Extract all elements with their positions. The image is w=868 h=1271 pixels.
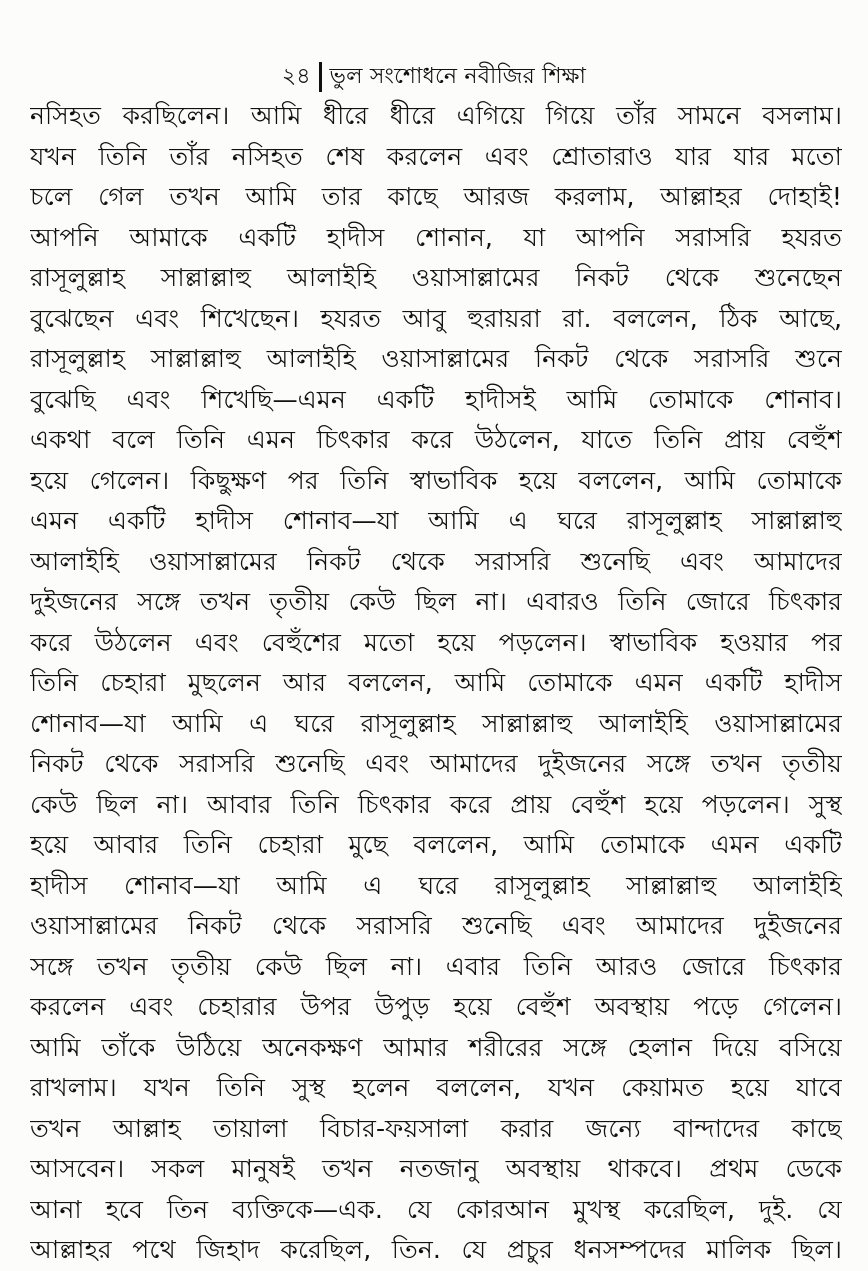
text-line: এমন একটি হাদীস শোনাব—যা আমি এ ঘরে রাসূলুল্লাহ সাল্লাল্লাহু (30, 506, 842, 535)
running-header (0, 60, 868, 94)
text-line: চলে গেল তখন আমি তার কাছে আরজ করলাম, আল্লাহর দোহাই! (30, 182, 842, 211)
book-title: ভুল সংশোধনে নবীজির শিক্ষা (329, 63, 587, 89)
text-line: নসিহত করছিলেন। আমি ধীরে ধীরে এগিয়ে গিয়ে তাঁর সামনে বসলাম। (30, 101, 842, 130)
text-line: করলেন এবং চেহারার উপর উপুড় হয়ে বেহুঁশ অবস্থায় পড়ে গেলেন। (30, 992, 842, 1021)
text-line: কেউ ছিল না। আবার তিনি চিৎকার করে প্রায় বেহুঁশ হয়ে পড়লেন। সুস্থ (30, 789, 842, 819)
page-number: ২৪ (281, 63, 311, 89)
text-line: হাদীস শোনাব—যা আমি এ ঘরে রাসূলুল্লাহ সাল্লাল্লাহু আলাইহি (30, 870, 842, 900)
text-line: বুঝেছি এবং শিখেছি—এমন একটি হাদীসই আমি তোমাকে শোনাব। (30, 384, 842, 414)
text-line: যখন তিনি তাঁর নসিহত শেষ করলেন এবং শ্রোতারাও যার যার মতো (30, 141, 842, 171)
text-line: রাসূলুল্লাহ সাল্লাল্লাহু আলাইহি ওয়াসাল্লামের নিকট থেকে সরাসরি শুনে (30, 344, 842, 373)
text-line: করে উঠলেন এবং বেহুঁশের মতো হয়ে পড়লেন। স্বাভাবিক হওয়ার পর (30, 627, 842, 657)
text-line: হয়ে গেলেন। কিছুক্ষণ পর তিনি স্বাভাবিক হয়ে বললেন, আমি তোমাকে (30, 465, 842, 495)
text-line: আমি তাঁকে উঠিয়ে অনেকক্ষণ আমার শরীরের সঙ্গে হেলান দিয়ে বসিয়ে (30, 1032, 842, 1062)
text-line: দুইজনের সঙ্গে তখন তৃতীয় কেউ ছিল না। এবারও তিনি জোরে চিৎকার (30, 587, 842, 616)
text-line: আল্লাহর পথে জিহাদ করেছিল, তিন. যে প্রচুর ধনসম্পদের মালিক ছিল। (30, 1235, 842, 1264)
text-line: সঙ্গে তখন তৃতীয় কেউ ছিল না। এবার তিনি আরও জোরে চিৎকার (30, 951, 842, 981)
header-divider (319, 62, 322, 92)
text-line: নিকট থেকে সরাসরি শুনেছি এবং আমাদের দুইজনের সঙ্গে তখন তৃতীয় (30, 749, 842, 778)
text-line: রাখলাম। যখন তিনি সুস্থ হলেন বললেন, যখন কেয়ামত হয়ে যাবে (30, 1073, 842, 1102)
body-text (30, 96, 842, 1271)
text-line: হয়ে আবার তিনি চেহারা মুছে বললেন, আমি তোমাকে এমন একটি (30, 830, 842, 859)
text-line: আলাইহি ওয়াসাল্লামের নিকট থেকে সরাসরি শুনেছি এবং আমাদের (30, 546, 842, 576)
text-line: আসবেন। সকল মানুষই তখন নতজানু অবস্থায় থাকবে। প্রথম ডেকে (30, 1154, 842, 1183)
text-line: তিনি চেহারা মুছলেন আর বললেন, আমি তোমাকে এমন একটি হাদীস (30, 668, 842, 697)
text-line: শোনাব—যা আমি এ ঘরে রাসূলুল্লাহ সাল্লাল্লাহু আলাইহি ওয়াসাল্লামের (30, 708, 842, 738)
text-line: তখন আল্লাহ তায়ালা বিচার-ফয়সালা করার জন্যে বান্দাদের কাছে (30, 1113, 842, 1143)
text-line: একথা বলে তিনি এমন চিৎকার করে উঠলেন, যাতে তিনি প্রায় বেহুঁশ (30, 425, 842, 454)
text-line: আপনি আমাকে একটি হাদীস শোনান, যা আপনি সরাসরি হযরত (30, 222, 842, 252)
text-line: বুঝেছেন এবং শিখেছেন। হযরত আবু হুরায়রা রা. বললেন, ঠিক আছে, (30, 303, 842, 333)
text-line: ওয়াসাল্লামের নিকট থেকে সরাসরি শুনেছি এবং আমাদের দুইজনের (30, 911, 842, 940)
text-line: আনা হবে তিন ব্যক্তিকে—এক. যে কোরআন মুখস্থ করেছিল, দুই. যে (30, 1194, 842, 1224)
text-line: রাসূলুল্লাহ সাল্লাল্লাহু আলাইহি ওয়াসাল্লামের নিকট থেকে শুনেছেন (30, 263, 842, 292)
